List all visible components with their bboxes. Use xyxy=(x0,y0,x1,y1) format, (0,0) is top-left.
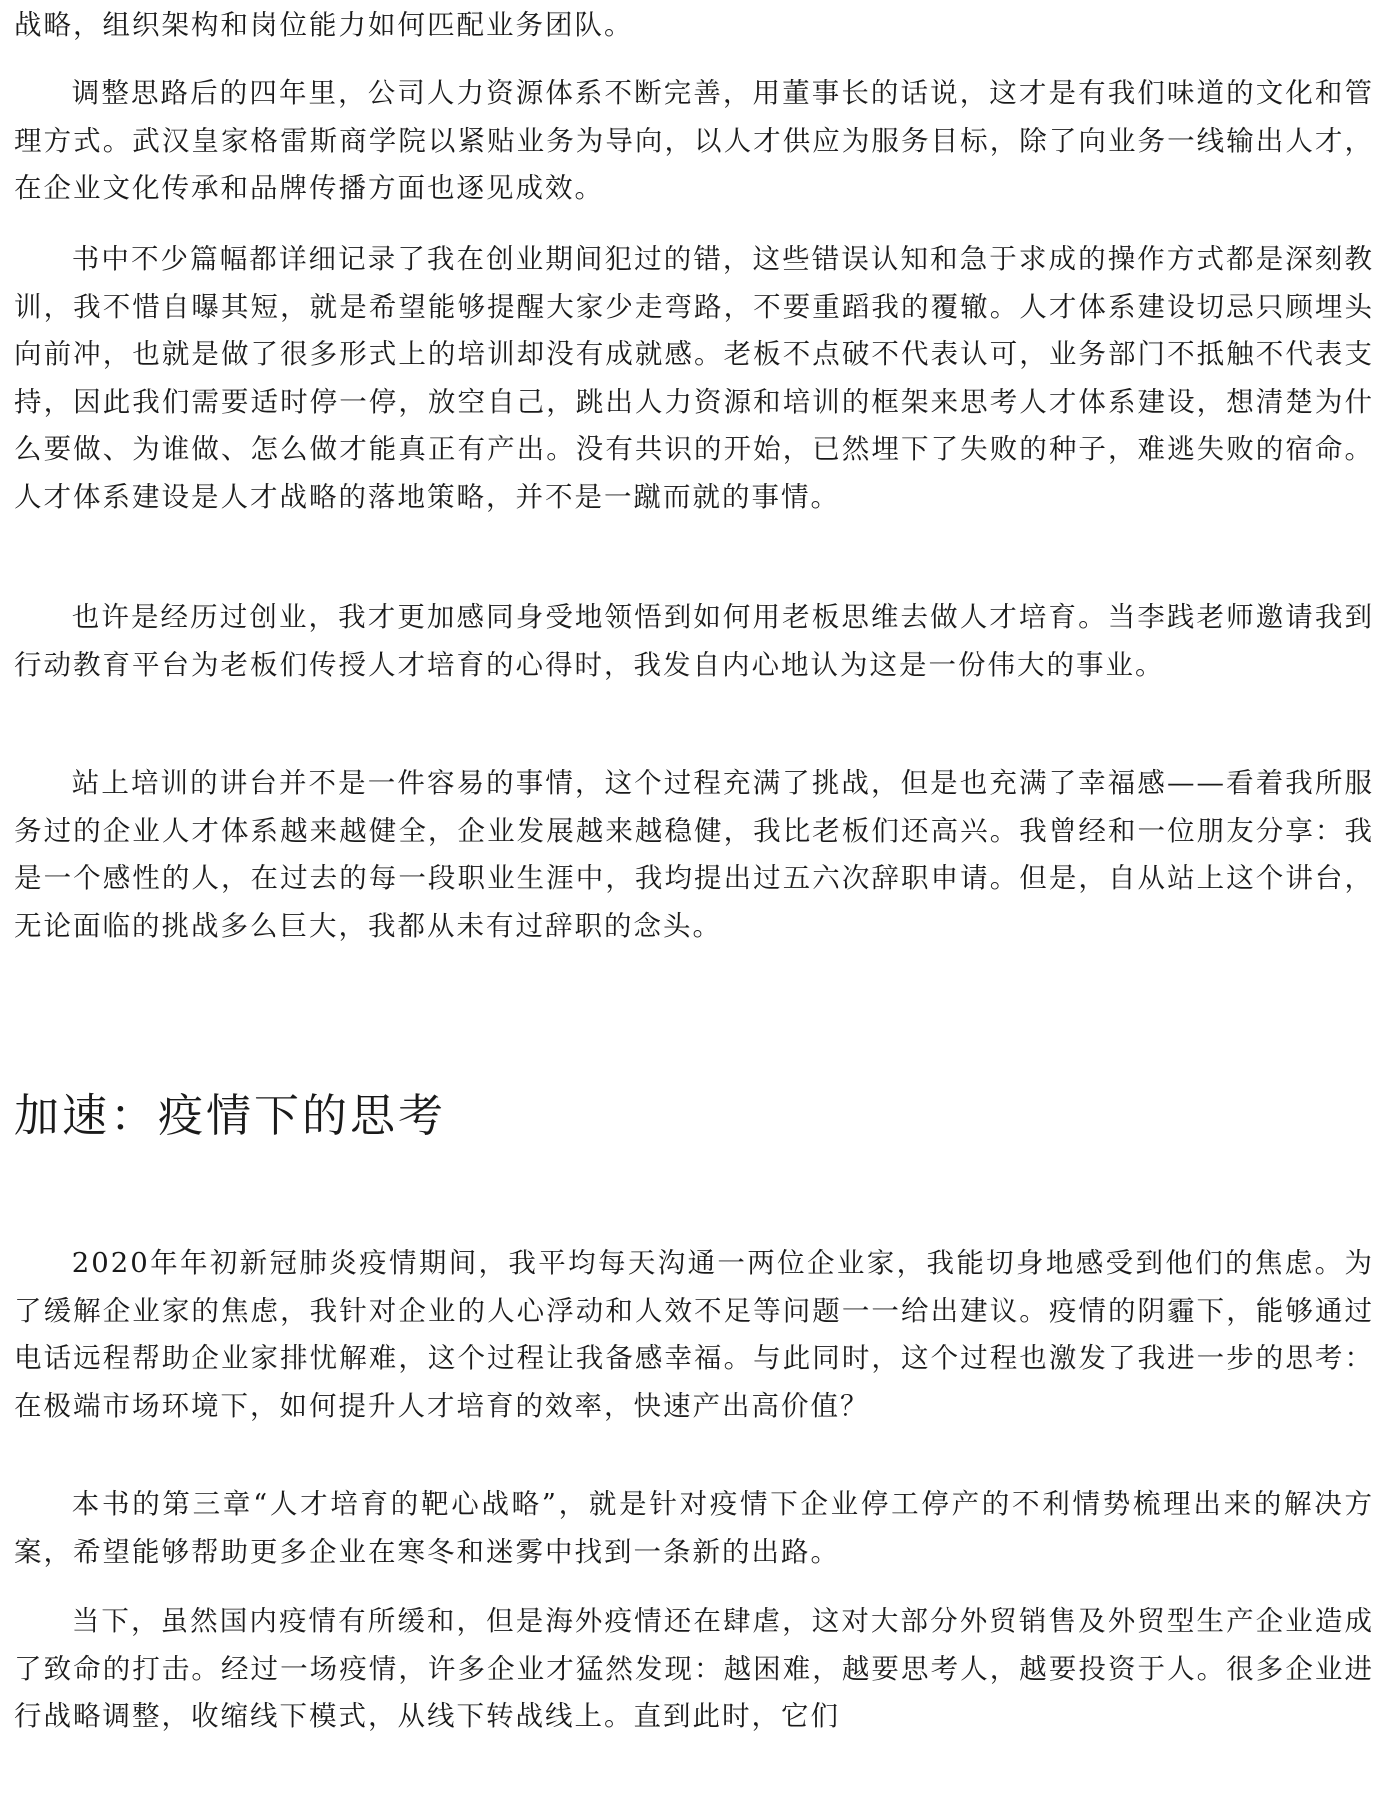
paragraph-covid-reflection: 2020年年初新冠肺炎疫情期间，我平均每天沟通一两位企业家，我能切身地感受到他们的焦虑。为了缓解企业家的焦虑，我针对企业的人心浮动和人效不足等问题一一给出建议。疫情的阴霾下，能够通过电话远程帮助企业家排忧解难，这个过程让我备感幸福。与此同时，这个过程也激发了我进一步的思考：在极端市场环境下，如何提升人才培育的效率，快速产出高价值？ xyxy=(14,1247,1374,1422)
paragraph-continuation: 战略，组织架构和岗位能力如何匹配业务团队。 xyxy=(14,9,634,41)
section-heading: 加速：疫情下的思考 xyxy=(14,1089,447,1142)
paragraph-current-situation: 当下，虽然国内疫情有所缓和，但是海外疫情还在肆虐，这对大部分外贸销售及外贸型生产企业造成了致命的打击。经过一场疫情，许多企业才猛然发现：越困难，越要思考人，越要投资于人。很多企业进行战略调整，收缩线下模式，从线下转战线上。直到此时，它们 xyxy=(14,1605,1374,1732)
paragraph-book-lessons: 书中不少篇幅都详细记录了我在创业期间犯过的错，这些错误认知和急于求成的操作方式都是深刻教训，我不惜自曝其短，就是希望能够提醒大家少走弯路，不要重蹈我的覆辙。人才体系建设切忌只顾埋头向前冲，也就是做了很多形式上的培训却没有成就感。老板不点破不代表认可，业务部门不抵触不代表支持，因此我们需要适时停一停，放空自己，跳出人力资源和培训的框架来思考人才体系建设，想清楚为什么要做、为谁做、怎么做才能真正有产出。没有共识的开始，已然埋下了失败的种子，难逃失败的宿命。人才体系建设是人才战略的落地策略，并不是一蹴而就的事情。 xyxy=(14,243,1374,513)
paragraph-hr-system: 调整思路后的四年里，公司人力资源体系不断完善，用董事长的话说，这才是有我们味道的文化和管理方式。武汉皇家格雷斯商学院以紧贴业务为导向，以人才供应为服务目标，除了向业务一线输出人才，在企业文化传承和品牌传播方面也逐见成效。 xyxy=(14,77,1374,204)
paragraph-training-podium: 站上培训的讲台并不是一件容易的事情，这个过程充满了挑战，但是也充满了幸福感——看着我所服务过的企业人才体系越来越健全，企业发展越来越稳健，我比老板们还高兴。我曾经和一位朋友分享：我是一个感性的人，在过去的每一段职业生涯中，我均提出过五六次辞职申请。但是，自从站上这个讲台，无论面临的挑战多么巨大，我都从未有过辞职的念头。 xyxy=(14,767,1374,942)
paragraph-chapter-three: 本书的第三章“人才培育的靶心战略”，就是针对疫情下企业停工停产的不利情势梳理出来的解决方案，希望能够帮助更多企业在寒冬和迷雾中找到一条新的出路。 xyxy=(14,1488,1374,1568)
paragraph-entrepreneurship: 也许是经历过创业，我才更加感同身受地领悟到如何用老板思维去做人才培育。当李践老师邀请我到行动教育平台为老板们传授人才培育的心得时，我发自内心地认为这是一份伟大的事业。 xyxy=(14,601,1374,681)
